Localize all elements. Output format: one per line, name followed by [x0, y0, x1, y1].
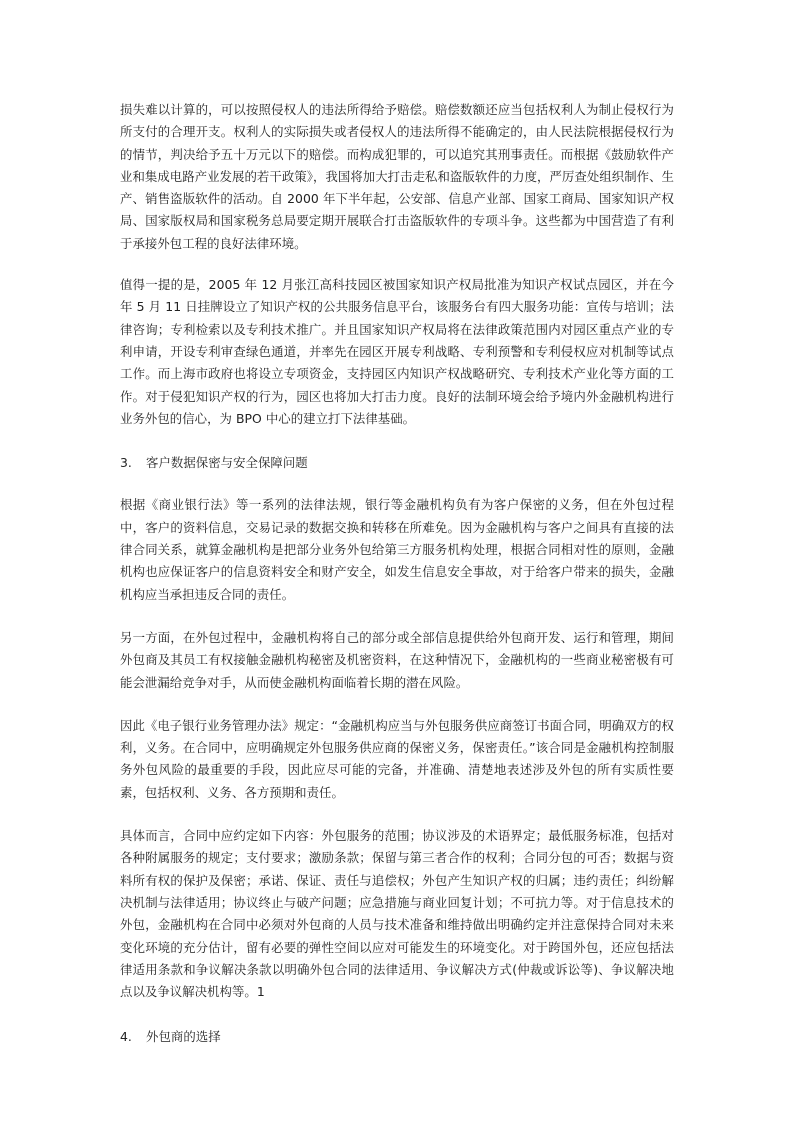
document-body	[120, 99, 674, 1049]
paragraph-zhangjiang-park: 值得一提的是，2005 年 12 月张江高科技园区被国家知识产权局批准为知识产权试点园区，并在今年 5 月 11 日挂牌设立了知识产权的公共服务信息平台，该服务台有四大服务功能：宣传与培训；法律咨询；专利检索以及专利技术推广。并且国家知识产权局将在法律政策范围内对园区重点产业的专利申请，开设专利审查绿色通道，并率先在园区开展专利战略、专利预警和专利侵权应对机制等试点工作。而上海市政府也将设立专项资金，支持园区内知识产权战略研究、专利技术产业化等方面的工作。对于侵犯知识产权的行为，园区也将加大打击力度。良好的法制环境会给予境内外金融机构进行业务外包的信心，为 BPO 中心的建立打下法律基础。	[120, 277, 674, 426]
section-heading-4-number: 4.	[120, 1029, 132, 1045]
paragraph-secret-leak-risk: 另一方面，在外包过程中，金融机构将自己的部分或全部信息提供给外包商开发、运行和管理，期间外包商及其员工有权接触金融机构秘密及机密资料，在这种情况下，金融机构的一些商业秘密极有可能会泄漏给竞争对手，从而使金融机构面临着长期的潜在风险。	[120, 629, 674, 690]
section-heading-4-text: 外包商的选择	[146, 1029, 221, 1045]
section-heading-3-text: 客户数据保密与安全保障问题	[146, 455, 308, 471]
section-heading-4	[120, 1026, 674, 1048]
paragraph-confidentiality-duty: 根据《商业银行法》等一系列的法律法规，银行等金融机构负有为客户保密的义务，但在外包过程中，客户的资料信息，交易记录的数据交换和转移在所难免。因为金融机构与客户之间具有直接的法律合同关系，就算金融机构是把部分业务外包给第三方服务机构处理，根据合同相对性的原则，金融机构也应保证客户的信息资料安全和财产安全，如发生信息安全事故，对于给客户带来的损失，金融机构应当承担违反合同的责任。	[120, 497, 674, 602]
section-heading-3	[120, 452, 674, 474]
paragraph-contract-contents: 具体而言，合同中应约定如下内容：外包服务的范围；协议涉及的术语界定；最低服务标准，包括对各种附属服务的规定；支付要求；激励条款；保留与第三者合作的权利；合同分包的可否；数据与资料所有权的保护及保密；承诺、保证、责任与追偿权；外包产生知识产权的归属；违约责任；纠纷解决机制与法律适用；协议终止与破产问题；应急措施与商业回复计划；不可抗力等。对于信息技术的外包，金融机构在合同中必须对外包商的人员与技术准备和维持做出明确约定并注意保持合同对未来变化环境的充分估计，留有必要的弹性空间以应对可能发生的环境变化。对于跨国外包，还应包括法律适用条款和争议解决条款以明确外包合同的法律适用、争议解决方式(仲裁或诉讼等)、争议解决地点以及争议解决机构等。1	[120, 828, 674, 1000]
section-heading-3-number: 3.	[120, 455, 132, 471]
paragraph-compensation: 损失难以计算的，可以按照侵权人的违法所得给予赔偿。赔偿数额还应当包括权利人为制止侵权行为所支付的合理开支。权利人的实际损失或者侵权人的违法所得不能确定的，由人民法院根据侵权行为的情节，判决给予五十万元以下的赔偿。而构成犯罪的，可以追究其刑事责任。而根据《鼓励软件产业和集成电路产业发展的若干政策》，我国将加大打击走私和盗版软件的力度，严厉查处组织制作、生产、销售盗版软件的活动。自 2000 年下半年起，公安部、信息产业部、国家工商局、国家知识产权局、国家版权局和国家税务总局要定期开展联合打击盗版软件的专项斗争。这些都为中国营造了有利于承接外包工程的良好法律环境。	[120, 102, 674, 251]
paragraph-ebanking-regulation: 因此《电子银行业务管理办法》规定：“金融机构应当与外包服务供应商签订书面合同，明确双方的权利，义务。在合同中，应明确规定外包服务供应商的保密义务，保密责任。”该合同是金融机构控制服务外包风险的最重要的手段，因此应尽可能的完备，并准确、清楚地表述涉及外包的所有实质性要素，包括权利、义务、各方预期和责任。	[120, 717, 674, 800]
